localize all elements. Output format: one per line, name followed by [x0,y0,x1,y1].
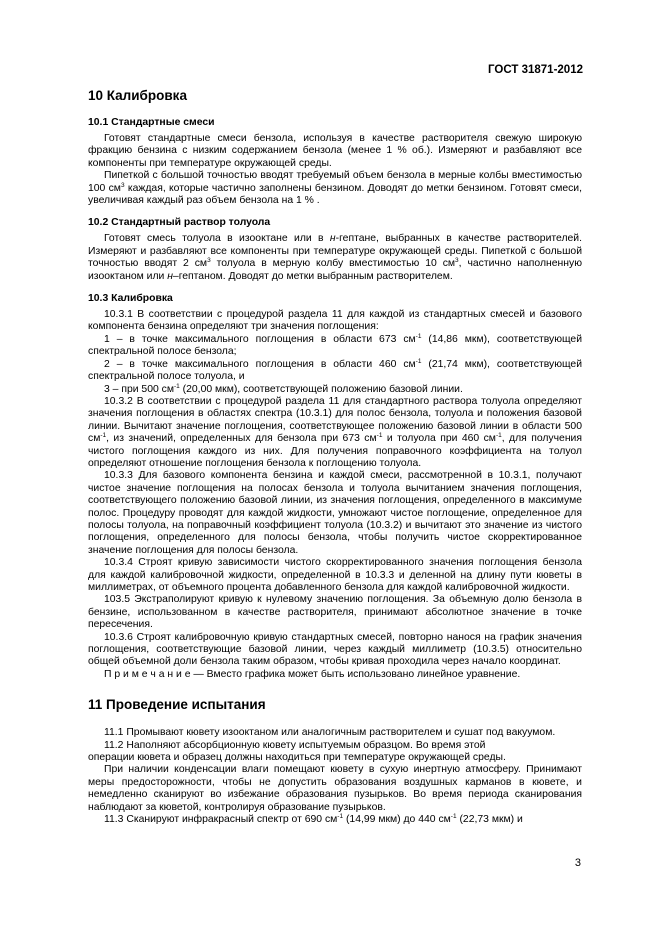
paragraph: 11.3 Сканируют инфракрасный спектр от 690 $см^{-1}$ (14,99 мкм) до 440 $см^{-1}$ (22,73 мкм) и [104,813,523,826]
page-number: 3 [574,857,581,869]
paragraph: 103.5 Экстраполируют кривую к нулевому значению поглощения. За объемную долю бензола в бензине, использованном в качестве растворителя, принимают абсолютное значение в точке пересечения. [88,594,582,631]
list-item: 1 – в точке максимального поглощения в области 673 $см^{-1}$ (14,86 мкм), соответствующей спектральной полосе бензола; [88,332,583,358]
paragraph: 10.3.6 Строят калибровочную кривую стандартных смесей, повторно нанося на график значения поглощения, соответствующие базовой линии, через каждый миллиметр (10.3.5) относительно общей объемной доли бензола таким образом, чтобы кривая проходила через начало координат. [88,631,582,668]
paragraph: 10.3.1 В соответствии с процедурой раздела 11 для каждой из стандартных смесей и базового компонента бензина определяют три значения поглощения: [88,309,582,333]
list-item: 2 – в точке максимального поглощения в области 460 $см^{-1}$ (21,74 мкм), соответствующей спектральной полосе толуола, и [88,357,583,383]
paragraph: 10.3.3 Для базового компонента бензина и каждой смеси, рассмотренной в 10.3.1, получают чистое значение поглощения на полосах бензола и толуола вычитанием значения поглощения, соответствующего положению базовой линии, из значения поглощения, определенного в максимуме полос. Процедуру проводят для каждой жидкости, умножают чистое поглощение, определенное для полосы толуола, на поправочный коэффициент толуола (10.3.2) и вычитают это значение из чистого поглощения, определенного для полосы бензола, чтобы получить чистое скорректированное значение поглощения для полосы бензола. [88,470,582,556]
section-10-title: 10 Калибровка [88,88,187,103]
section-11-title: 11 Проведение испытания [88,697,266,713]
subsection-10-2-title: 10.2 Стандартный раствор толуола [88,217,271,229]
paragraph: При наличии конденсации влаги помещают кювету в сухую инертную атмосферу. Принимают меры предосторожности, чтобы не допустить образования воздушных карманов в кювете, и немедленно сканируют во избежание образования пузырьков. Во время периода сканирования наблюдают за кюветой, контролируя образование пузырьков. [88,764,582,813]
paragraph: Готовят стандартные смеси бензола, используя в качестве растворителя свежую широкую фракцию бензина с низким содержанием бензола (менее 1 % об.). Измеряют и разбавляют все компоненты при температуре окружающей среды. [88,133,582,169]
paragraph: 11.1 Промывают кювету изооктаном или аналогичным растворителем и сушат под вакуумом. [104,727,556,739]
paragraph: Готовят смесь толуола в изооктане или в н-гептане, выбранных в качестве растворителей. Измеряют и разбавляют все компоненты при температуре окружающей среды. Пипеткой с большой точностью вводят 2 $см^3$ толуола в мерную колбу вместимостью 10 $см^3$, частично наполненную изооктаном или н–гептаном. Доводят до метки выбранным растворителем. [88,233,583,282]
page-content [88,88,582,827]
note: П р и м е ч а н и е — Вместо графика может быть использовано линейное уравнение. [104,668,521,680]
paragraph: операции кювета и образец должны находиться при температуре окружающей среды. [88,752,506,764]
subsection-10-1-title: 10.1 Стандартные смеси [88,117,215,128]
list-item: 3 – при 500 $см^{-1}$ (20,00 мкм), соответствующей положению базовой линии. [104,382,463,395]
document-id-header: ГОСТ 31871-2012 [488,64,583,76]
paragraph: Пипеткой с большой точностью вводят требуемый объем бензола в мерные колбы вместимостью 100 $см^3$ каждая, которые частично заполнены бензином. Доводят до метки бензином. Готовят смеси, увеличивая каждый раз объем бензола на 1 % . [88,170,582,207]
paragraph: 10.3.4 Строят кривую зависимости чистого скорректированного значения поглощения бензола для каждой калибровочной жидкости, определенной в 10.3.3 и деленной на длину пути кюветы в миллиметрах, от объемного процента добавленного бензола для каждой калибровочной жидкости. [88,557,582,593]
subsection-10-3-title: 10.3 Калибровка [88,293,173,305]
paragraph: 10.3.2 В соответствии с процедурой раздела 11 для стандартного раствора толуола определяют значения поглощения в областях спектра (10.3.1) для полос бензола, толуола и положения базовой линии. Вычитают значение поглощения, соответствующее положению базовой линии в области 500 $см^{-1}$, из значений, определенных для бензола при 673 $см^{-1}$ и толуола при 460 $см^{-1}$, для получения чистого поглощения каждого из них. Для получения поправочного коэффициента на толуол определяют отношение поглощения бензола к поглощению толуола. [88,395,582,469]
paragraph: 11.2 Наполняют абсорбционную кювету испытуемым образцом. Во время этой [104,739,486,751]
